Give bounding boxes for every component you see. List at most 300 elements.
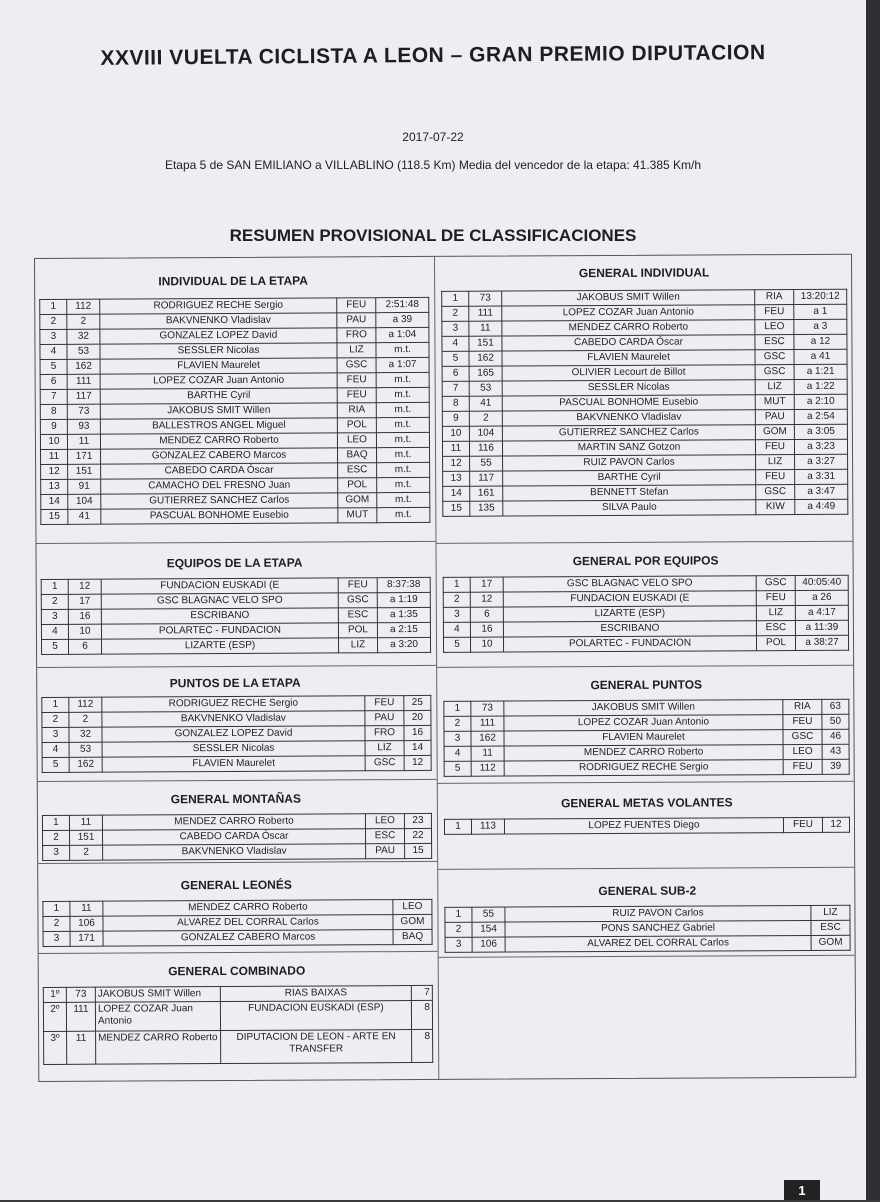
general-combinado-table — [43, 985, 433, 1065]
cell-pos: 3 — [443, 607, 470, 622]
cell-team: MUT — [755, 395, 794, 410]
cell-team: GSC — [756, 576, 795, 591]
cell-pos: 5 — [40, 359, 67, 374]
cell-name: SESSLER Nicolas — [102, 741, 365, 757]
stage-info: Etapa 5 de SAN EMILIANO a VILLABLINO (118.5 Km) Media del vencedor de la etapa: 41.385 Km/h — [164, 158, 702, 172]
cell-dor: 6 — [470, 607, 503, 622]
cell-dor: 16 — [68, 609, 101, 624]
cell-pos: 1 — [40, 299, 67, 314]
cell-dor: 106 — [70, 916, 103, 931]
cell-pos: 3 — [40, 329, 67, 344]
cell-dor: 151 — [69, 830, 102, 845]
cell-pos: 1 — [42, 697, 69, 712]
cell-val: 8:37:38 — [377, 577, 430, 592]
cell-dor: 161 — [470, 486, 503, 501]
cell-val: 13:20:12 — [794, 289, 847, 304]
cell-val: a 4:49 — [795, 499, 848, 514]
cell-pts: 46 — [822, 729, 849, 744]
puntos-etapa-title: PUNTOS DE LA ETAPA — [169, 675, 301, 691]
cell-name: RUIZ PAVON Carlos — [505, 905, 811, 922]
cell-team: LIZ — [337, 343, 376, 358]
cell-name: MARTIN SANZ Gotzon — [502, 440, 755, 456]
general-metas-title: GENERAL METAS VOLANTES — [561, 795, 733, 811]
cell-dor: 151 — [68, 464, 101, 479]
cell-name: MENDEZ CARRO Roberto — [102, 814, 365, 830]
cell-dor: 10 — [68, 624, 101, 639]
cell-pos: 15 — [41, 509, 68, 524]
cell-pos: 1 — [444, 701, 471, 716]
table-row — [445, 935, 850, 952]
cell-dor: 111 — [469, 306, 502, 321]
cell-dor: 104 — [469, 426, 502, 441]
cell-dor: 41 — [68, 509, 101, 524]
cell-team: POL — [337, 418, 376, 433]
cell-pos: 4 — [442, 336, 469, 351]
cell-pos: 8 — [40, 404, 67, 419]
cell-pts: 25 — [404, 695, 431, 710]
cell-team: PAU — [755, 410, 794, 425]
cell-pts: 22 — [404, 828, 431, 843]
cell-pos: 10 — [442, 426, 469, 441]
cell-val: a 3:23 — [794, 439, 847, 454]
cell-pos: 4 — [42, 742, 69, 757]
cell-name: SILVA Paulo — [503, 500, 756, 516]
cell-val: 40:05:40 — [795, 575, 848, 590]
cell-name: GUTIERREZ SANCHEZ Carlos — [502, 425, 755, 441]
section-divider — [38, 861, 437, 864]
cell-val: a 1:22 — [794, 379, 847, 394]
section-divider — [435, 541, 852, 544]
document-title: XXVIII VUELTA CICLISTA A LEON – GRAN PREMIO DIPUTACION — [100, 41, 766, 70]
section-divider — [438, 955, 855, 958]
cell-team: GSC — [756, 485, 795, 500]
cell-team: ESC — [338, 463, 377, 478]
cell-dor: 53 — [67, 344, 100, 359]
cell-dor: 32 — [69, 727, 102, 742]
table-row — [442, 424, 847, 441]
cell-team: FEU — [365, 696, 404, 711]
cell-val: m.t. — [376, 387, 429, 402]
general-puntos-table — [443, 699, 849, 777]
cell-dor: 154 — [472, 922, 505, 937]
cell-name: GONZALEZ CABERO Marcos — [103, 930, 393, 947]
cell-dor: 2 — [69, 712, 102, 727]
general-metas-table — [444, 817, 850, 835]
cell-val: a 1:21 — [794, 364, 847, 379]
cell-team: FRO — [365, 726, 404, 741]
cell-dor: 17 — [470, 577, 503, 592]
cell-pos: 14 — [41, 494, 68, 509]
general-montanas-table — [42, 813, 432, 861]
cell-name: CAMACHO DEL FRESNO Juan — [101, 478, 338, 494]
cell-val: m.t. — [376, 342, 429, 357]
cell-name: ESCRIBANO — [101, 608, 338, 624]
cell-dor: 73 — [67, 404, 100, 419]
cell-name: GSC BLAGNAC VELO SPO — [101, 593, 338, 609]
cell-team: FEU — [783, 817, 822, 832]
cell-dor: 171 — [68, 449, 101, 464]
classifications-board — [34, 254, 856, 1082]
table-row — [44, 1029, 433, 1064]
cell-name: POLARTEC - FUNDACION — [101, 623, 338, 639]
cell-name: JAKOBUS SMIT Willen — [95, 987, 220, 1003]
cell-pos: 3 — [43, 931, 70, 946]
cell-pos: 5 — [42, 757, 69, 772]
cell-pos: 2 — [43, 916, 70, 931]
cell-dor: 32 — [67, 329, 100, 344]
cell-dor: 112 — [471, 761, 504, 776]
cell-name: GONZALEZ LOPEZ David — [100, 328, 337, 344]
cell-team: LIZ — [365, 741, 404, 756]
cell-name: SESSLER Nicolas — [100, 343, 337, 359]
cell-val: a 1 — [794, 304, 847, 319]
cell-pos: 1 — [42, 815, 69, 830]
cell-pos: 13 — [443, 471, 470, 486]
cell-dor: 73 — [469, 291, 502, 306]
cell-pts: 12 — [822, 817, 849, 832]
puntos-etapa-table — [41, 695, 431, 773]
cell-team: MUT — [338, 508, 377, 523]
cell-pos: 4 — [443, 622, 470, 637]
cell-pos: 3 — [43, 845, 70, 860]
cell-pos: 1 — [43, 901, 70, 916]
cell-val: m.t. — [376, 402, 429, 417]
cell-team: GOM — [393, 914, 432, 929]
background-edge — [866, 0, 880, 1200]
cell-team: ESC — [365, 829, 404, 844]
cell-pts: 8 — [411, 1000, 432, 1029]
cell-pos: 2 — [444, 716, 471, 731]
cell-team: PAU — [337, 313, 376, 328]
cell-team: FEU — [755, 305, 794, 320]
cell-dor: 162 — [69, 757, 102, 772]
cell-dor: 93 — [67, 419, 100, 434]
cell-name: LOPEZ COZAR Juan Antonio — [100, 373, 337, 389]
cell-team: GOM — [338, 493, 377, 508]
cell-val: a 3:47 — [795, 484, 848, 499]
cell-pos: 4 — [41, 624, 68, 639]
cell-val: m.t. — [377, 492, 430, 507]
cell-val: a 3:31 — [795, 469, 848, 484]
cell-team: GSC — [783, 729, 822, 744]
cell-pos: 4 — [40, 344, 67, 359]
cell-pos: 3 — [41, 609, 68, 624]
cell-dor: 2 — [70, 845, 103, 860]
cell-val: a 2:54 — [794, 409, 847, 424]
cell-pts: 16 — [404, 725, 431, 740]
cell-name: ESCRIBANO — [503, 621, 756, 637]
cell-team: LEO — [755, 320, 794, 335]
cell-val: a 1:35 — [377, 607, 430, 622]
cell-pos: 14 — [443, 486, 470, 501]
cell-pts: 23 — [404, 813, 431, 828]
cell-pos: 2 — [42, 830, 69, 845]
cell-name: BENNETT Stefan — [503, 485, 756, 501]
section-divider — [436, 665, 853, 668]
cell-dor: 10 — [470, 637, 503, 652]
cell-team: LEO — [783, 744, 822, 759]
table-row — [42, 755, 431, 772]
cell-team: BAQ — [337, 448, 376, 463]
cell-val: m.t. — [377, 507, 430, 522]
equipos-etapa-title: EQUIPOS DE LA ETAPA — [166, 555, 303, 571]
cell-team: POL — [338, 478, 377, 493]
cell-val: a 1:04 — [376, 327, 429, 342]
cell-name: MENDEZ CARRO Roberto — [103, 900, 393, 917]
general-equipos-title: GENERAL POR EQUIPOS — [572, 553, 719, 569]
cell-pos: 5 — [41, 639, 68, 654]
cell-team: FEU — [337, 298, 376, 313]
cell-team: RIA — [337, 403, 376, 418]
cell-name: BAKVNENKO Vladislav — [102, 711, 365, 727]
general-sub-title: GENERAL SUB-2 — [598, 883, 697, 899]
cell-team: LIZ — [755, 380, 794, 395]
cell-pts: 43 — [822, 744, 849, 759]
cell-dor: 73 — [66, 987, 95, 1002]
general-leones-title: GENERAL LEONÉS — [180, 877, 292, 893]
section-divider — [39, 951, 438, 954]
cell-pos: 1 — [445, 907, 472, 922]
cell-team: FEU — [756, 470, 795, 485]
cell-val: a 4:17 — [795, 605, 848, 620]
cell-dor: 162 — [471, 731, 504, 746]
cell-name: CABEDO CARDA Óscar — [502, 335, 755, 351]
cell-name: PASCUAL BONHOME Eusebio — [502, 395, 755, 411]
cell-pts: 20 — [404, 710, 431, 725]
cell-name: LOPEZ COZAR Juan Antonio — [502, 305, 755, 321]
cell-pos: 3 — [42, 727, 69, 742]
cell-dor: 11 — [70, 901, 103, 916]
cell-dor: 151 — [469, 336, 502, 351]
cell-pos: 2º — [43, 1002, 66, 1031]
general-leones-table — [42, 899, 432, 947]
cell-team: ESC — [811, 920, 850, 935]
cell-team: RIA — [755, 290, 794, 305]
cell-dor: 165 — [469, 366, 502, 381]
cell-dor: 113 — [471, 819, 504, 834]
cell-name: FLAVIEN Maurelet — [504, 730, 783, 746]
section-divider — [36, 541, 435, 544]
cell-name: ALVAREZ DEL CORRAL Carlos — [505, 935, 811, 952]
cell-team: LIZ — [811, 905, 850, 920]
cell-name: BARTHE Cyril — [503, 470, 756, 486]
cell-pos: 2 — [442, 306, 469, 321]
cell-name: GSC BLAGNAC VELO SPO — [503, 576, 756, 592]
cell-team: FEU — [783, 714, 822, 729]
cell-team: FUNDACION EUSKADI (ESP) — [220, 1001, 411, 1031]
cell-val: m.t. — [376, 447, 429, 462]
cell-team: DIPUTACION DE LEON - ARTE EN TRANSFER — [221, 1030, 412, 1064]
cell-dor: 162 — [469, 351, 502, 366]
general-sub-table — [444, 905, 850, 953]
cell-pos: 3 — [442, 321, 469, 336]
cell-val: m.t. — [376, 372, 429, 387]
general-individual-table — [441, 289, 848, 517]
cell-name: JAKOBUS SMIT Willen — [504, 700, 783, 716]
cell-dor: 73 — [471, 701, 504, 716]
cell-dor: 104 — [68, 494, 101, 509]
cell-name: GONZALEZ LOPEZ David — [102, 726, 365, 742]
cell-val: m.t. — [377, 462, 430, 477]
cell-pos: 1 — [442, 291, 469, 306]
section-divider — [38, 779, 437, 782]
cell-pos: 7 — [40, 389, 67, 404]
cell-name: FLAVIEN Maurelet — [100, 358, 337, 374]
cell-name: OLIVIER Lecourt de Billot — [502, 365, 755, 381]
cell-dor: 11 — [67, 434, 100, 449]
table-row — [444, 817, 849, 834]
cell-val: a 39 — [376, 312, 429, 327]
cell-team: GOM — [755, 425, 794, 440]
cell-pos: 11 — [41, 449, 68, 464]
cell-name: RODRIGUEZ RECHE Sergio — [100, 298, 337, 314]
section-divider — [37, 665, 436, 668]
cell-val: m.t. — [376, 417, 429, 432]
cell-team: FEU — [783, 759, 822, 774]
cell-team: FEU — [756, 591, 795, 606]
cell-team: FEU — [338, 578, 377, 593]
cell-team: LIZ — [756, 455, 795, 470]
cell-team: GSC — [365, 756, 404, 771]
cell-val: 2:51:48 — [376, 297, 429, 312]
cell-dor: 11 — [69, 815, 102, 830]
cell-team: GSC — [755, 365, 794, 380]
cell-pos: 8 — [442, 396, 469, 411]
cell-pos: 13 — [41, 479, 68, 494]
cell-team: GOM — [811, 935, 850, 950]
cell-name: FLAVIEN Maurelet — [502, 350, 755, 366]
cell-dor: 171 — [70, 931, 103, 946]
cell-dor: 12 — [68, 579, 101, 594]
cell-dor: 111 — [471, 716, 504, 731]
cell-pts: 39 — [822, 759, 849, 774]
cell-val: a 2:15 — [377, 622, 430, 637]
cell-pos: 6 — [40, 374, 67, 389]
cell-pts: 63 — [822, 699, 849, 714]
cell-name: JAKOBUS SMIT Willen — [502, 290, 755, 306]
cell-team: RIAS BAIXAS — [220, 986, 411, 1002]
general-montanas-title: GENERAL MONTAÑAS — [170, 791, 301, 807]
cell-name: LOPEZ FUENTES Diego — [504, 818, 783, 834]
cell-val: a 11:39 — [795, 620, 848, 635]
cell-name: MENDEZ CARRO Roberto — [96, 1031, 221, 1065]
cell-name: PONS SANCHEZ Gabriel — [505, 920, 811, 937]
cell-pts: 12 — [404, 755, 431, 770]
cell-team: GSC — [338, 593, 377, 608]
cell-dor: 41 — [469, 396, 502, 411]
cell-name: BAKVNENKO Vladislav — [103, 844, 366, 860]
cell-pos: 2 — [42, 712, 69, 727]
cell-name: GONZALEZ CABERO Marcos — [101, 448, 338, 464]
cell-name: GUTIERREZ SANCHEZ Carlos — [101, 493, 338, 509]
cell-val: a 26 — [795, 590, 848, 605]
cell-pos: 10 — [40, 434, 67, 449]
cell-dor: 111 — [66, 1002, 95, 1031]
cell-team: LEO — [365, 814, 404, 829]
cell-dor: 55 — [472, 907, 505, 922]
cell-val: a 3:20 — [377, 637, 430, 652]
table-row — [43, 929, 432, 946]
cell-name: MENDEZ CARRO Roberto — [100, 433, 337, 449]
cell-dor: 17 — [68, 594, 101, 609]
cell-dor: 16 — [470, 622, 503, 637]
cell-pts: 14 — [404, 740, 431, 755]
cell-dor: 6 — [68, 639, 101, 654]
cell-dor: 111 — [67, 374, 100, 389]
cell-name: MENDEZ CARRO Roberto — [502, 320, 755, 336]
cell-pos: 5 — [444, 761, 471, 776]
cell-team: GSC — [755, 350, 794, 365]
cell-dor: 53 — [469, 381, 502, 396]
cell-dor: 11 — [67, 1031, 96, 1064]
cell-dor: 135 — [470, 501, 503, 516]
cell-name: FUNDACION EUSKADI (E — [101, 578, 338, 594]
cell-val: a 3 — [794, 319, 847, 334]
table-row — [41, 507, 430, 524]
cell-team: FEU — [337, 388, 376, 403]
cell-pos: 1º — [43, 987, 66, 1002]
table-row — [444, 759, 849, 776]
cell-team: LEO — [337, 433, 376, 448]
cell-team: LIZ — [756, 606, 795, 621]
cell-pos: 12 — [443, 456, 470, 471]
cell-name: RODRIGUEZ RECHE Sergio — [504, 760, 783, 776]
cell-name: RUIZ PAVON Carlos — [503, 455, 756, 471]
cell-name: CABEDO CARDA Óscar — [101, 463, 338, 479]
cell-pos: 1 — [444, 819, 471, 834]
cell-pts: 50 — [822, 714, 849, 729]
cell-dor: 112 — [69, 697, 102, 712]
cell-pos: 4 — [444, 746, 471, 761]
race-date: 2017-07-22 — [402, 130, 464, 144]
cell-val: a 2:10 — [794, 394, 847, 409]
page-number: 1 — [784, 1180, 820, 1200]
table-row — [43, 843, 432, 860]
cell-team: ESC — [755, 335, 794, 350]
cell-dor: 106 — [472, 937, 505, 952]
cell-pts: 8 — [412, 1029, 433, 1062]
cell-name: CABEDO CARDA Óscar — [102, 829, 365, 845]
section-divider — [437, 781, 854, 784]
cell-dor: 117 — [470, 471, 503, 486]
cell-pos: 12 — [41, 464, 68, 479]
general-puntos-title: GENERAL PUNTOS — [590, 677, 703, 693]
cell-pos: 2 — [445, 922, 472, 937]
table-row — [443, 499, 848, 516]
cell-pos: 5 — [442, 351, 469, 366]
cell-name: BAKVNENKO Vladislav — [100, 313, 337, 329]
cell-dor: 12 — [470, 592, 503, 607]
cell-pos: 3º — [44, 1031, 67, 1064]
cell-team: GSC — [337, 358, 376, 373]
cell-dor: 2 — [67, 314, 100, 329]
cell-name: PASCUAL BONHOME Eusebio — [101, 508, 338, 524]
individual-etapa-title: INDIVIDUAL DE LA ETAPA — [158, 273, 308, 289]
cell-name: FLAVIEN Maurelet — [102, 756, 365, 772]
cell-pos: 2 — [41, 594, 68, 609]
cell-pos: 1 — [443, 577, 470, 592]
cell-dor: 11 — [471, 746, 504, 761]
table-row — [41, 637, 430, 654]
cell-val: a 41 — [794, 349, 847, 364]
cell-pos: 3 — [444, 731, 471, 746]
cell-dor: 117 — [67, 389, 100, 404]
cell-name: FUNDACION EUSKADI (E — [503, 591, 756, 607]
cell-team: FRO — [337, 328, 376, 343]
cell-pos: 2 — [40, 314, 67, 329]
cell-name: LOPEZ COZAR Juan Antonio — [95, 1002, 220, 1032]
cell-team: KIW — [756, 500, 795, 515]
